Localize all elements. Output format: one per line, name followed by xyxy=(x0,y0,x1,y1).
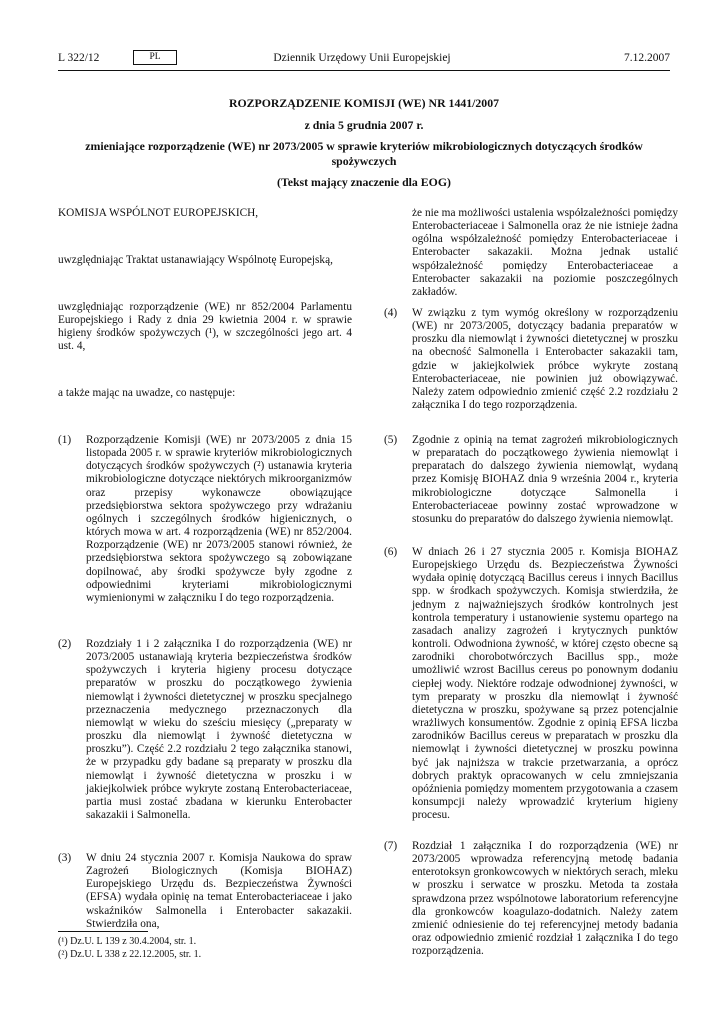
recital-3-continuation: że nie ma możliwości ustalenia współzależności pomiędzy Enterobacteriaceae i Salmonella oraz że nie istnieje żadna ogólna współzależność pomiędzy Enterobacteriaceae i Enterobacter sakazakii. Można jednak ustalić współzależność pomiędzy Enterobacteriaceae a Enterobacter sakazakii na poziomie poszczególnych zakładów. xyxy=(412,207,678,298)
recital-number: (1) xyxy=(58,434,72,446)
recital-text: Zgodnie z opinią na temat zagrożeń mikrobiologicznych w preparatach do początkowego żywienia niemowląt i preparatach do dalszego żywienia niemowląt, wydaną przez Komisję BIOHAZ dnia 9 września 2004 r., kryteria mikrobiologiczne dotyczące Salmonella i Enterobacteriaceae powinny zostać wprowadzone w stosunku do preparatów do dalszego żywienia niemowląt. xyxy=(412,434,678,525)
recital-6 xyxy=(384,546,678,822)
publication-date: 7.12.2007 xyxy=(624,52,670,64)
recital-number: (5) xyxy=(384,434,398,446)
recital-number: (7) xyxy=(384,840,398,852)
recital-number: (2) xyxy=(58,638,72,650)
recital-text: W dniach 26 i 27 stycznia 2005 r. Komisja BIOHAZ Europejskiego Urzędu ds. Bezpieczeństwa Żywności wydała opinię dotyczącą Bacillus cereus i innych Bacillus spp. w środkach spożywczych. Komisja stwierdziła, że jednym z najważniejszych środków kontrolnych jest kontrola temperatury i ustanowienie systemu opartego na zasadach analizy zagrożeń i krytycznych punktów kontroli. Odwodniona żywność, w której często obecne są zarodniki chorobotwórczych Bacillus spp., może umożliwić wzrost Bacillus cereus po ponownym dodaniu ciepłej wody. Niektóre rodzaje odwodnionej żywności, w tym preparaty w proszku dla niemowląt i żywność dietetyczna w proszku, spożywane są przez potencjalnie wrażliwych konsumentów. Zgodnie z opinią EFSA liczba zarodników Bacillus cereus w preparatach w proszku dla niemowląt i żywności dietetycznej w proszku powinna być jak najniższa w trakcie przetwarzania, a oprócz dobrych praktyk opracowanych w celu zmniejszania opóźnienia pomiędzy momentem przygotowania a czasem konsumpcji należy wprowadzić kryterium higieny procesu. xyxy=(412,546,678,822)
recital-number: (3) xyxy=(58,852,72,864)
page-series-number: L 322/12 xyxy=(58,52,100,64)
document-title-block xyxy=(70,96,658,190)
treaty-citation: uwzględniając Traktat ustanawiający Wspólnotę Europejską, xyxy=(58,254,333,266)
recital-text: W dniu 24 stycznia 2007 r. Komisja Naukowa do spraw Zagrożeń Biologicznych (Komisja BIOHAZ) Europejskiego Urzędu ds. Bezpieczeństwa Żywności (EFSA) wydała opinię na temat Enterobacteriaceae i jako wskaźników Salmonella i Enterobacter sakazakii. Stwierdziła ona, xyxy=(86,852,352,930)
recital-4 xyxy=(384,307,678,412)
recital-text: Rozdziały 1 i 2 załącznika I do rozporządzenia (WE) nr 2073/2005 ustanawiają kryteria bezpieczeństwa środków spożywczych i kryteria higieny procesu dotyczące preparatów w proszku do początkowego żywienia niemowląt i żywności dietetycznej w proszku specjalnego przeznaczenia medycznego przeznaczonych dla niemowląt w wieku do sześciu miesięcy („preparaty w proszku dla niemowląt i żywność dietetyczna w proszku”). Część 2.2 rozdziału 2 tego załącznika stanowi, że w przypadku gdy badane są preparaty w proszku dla niemowląt i żywność dietetyczna w proszku i w jakiejkolwiek próbce wykryte zostaną Enterobacteriaceae, partia musi zostać zbadana w kierunku Enterobacter sakazakii i Salmonella. xyxy=(86,638,352,822)
recital-text: Rozdział 1 załącznika I do rozporządzenia (WE) nr 2073/2005 wprowadza referencyjną metodę badania enterotoksyn gronkowcowych w niektórych serach, mleku w proszku i serwatce w proszku. Metoda ta została sprawdzona przez wspólnotowe laboratorium referencyjne dla gronkowców koagulazo-dodatnich. Należy zatem zmienić odniesienie do tej referencyjnej metody badania oraz odpowiednio zmienić rozdział 1 załącznika I do tego rozporządzenia. xyxy=(412,840,678,958)
footnote-divider xyxy=(58,931,148,932)
recital-number: (4) xyxy=(384,307,398,319)
recital-1 xyxy=(58,434,352,605)
regulation-citation: uwzględniając rozporządzenie (WE) nr 852/2004 Parlamentu Europejskiego i Rady z dnia 29 kwietnia 2004 r. w sprawie higieny środków spożywczych (¹), w szczególności jego art. 4 ust. 4, xyxy=(58,301,352,353)
recital-text: W związku z tym wymóg określony w rozporządzeniu (WE) nr 2073/2005, dotyczący badania preparatów w proszku dla niemowląt i żywności dietetycznej w proszku na obecność Salmonella i Enterobacter sakazakii tam, gdzie w jakiejkolwiek próbce wykryte zostaną Enterobacteriaceae, nie powinien już obowiązywać. Należy zatem odpowiednio zmienić część 2.2 rozdziału 2 załącznika I do tego rozporządzenia. xyxy=(412,307,678,412)
recital-2 xyxy=(58,638,352,822)
eea-relevance-note: (Tekst mający znaczenie dla EOG) xyxy=(277,175,451,189)
recital-7 xyxy=(384,840,678,958)
journal-title: Dziennik Urzędowy Unii Europejskiej xyxy=(273,52,451,64)
language-badge: PL xyxy=(133,50,177,65)
footnote-2: (²) Dz.U. L 338 z 22.12.2005, str. 1. xyxy=(58,949,202,960)
recital-3 xyxy=(58,852,352,931)
recital-text: Rozporządzenie Komisji (WE) nr 2073/2005 z dnia 15 listopada 2005 r. w sprawie kryteriów mikrobiologicznych dotyczących środków spożywczych (²) ustanawia kryteria mikrobiologiczne dotyczące niektórych mikroorganizmów oraz przepisy wykonawcze obowiązujące przedsiębiorstwa sektora spożywczego przy wdrażaniu ogólnych i szczególnych środków higienicznych, o których mowa w art. 4 rozporządzenia (WE) nr 852/2004. Rozporządzenie (WE) nr 2073/2005 stanowi również, że przedsiębiorstwa sektora spożywczego są zobowiązane dopilnować, aby środki spożywcze były zgodne z odpowiednimi kryteriami mikrobiologicznymi wymienionymi w załączniku I do tego rozporządzenia. xyxy=(86,434,352,604)
regulation-date: z dnia 5 grudnia 2007 r. xyxy=(304,118,424,132)
footnote-1: (¹) Dz.U. L 139 z 30.4.2004, str. 1. xyxy=(58,936,197,947)
recital-number: (6) xyxy=(384,546,398,558)
header-divider xyxy=(58,70,670,71)
recital-5 xyxy=(384,434,678,526)
regulation-title: ROZPORZĄDZENIE KOMISJI (WE) NR 1441/2007 xyxy=(228,96,500,110)
commission-heading: KOMISJA WSPÓLNOT EUROPEJSKICH, xyxy=(58,207,259,219)
regulation-subject: zmieniające rozporządzenie (WE) nr 2073/2005 w sprawie kryteriów mikrobiologicznych dotyczących środków spożywczych xyxy=(85,139,643,168)
whereas-intro: a także mając na uwadze, co następuje: xyxy=(58,387,236,399)
